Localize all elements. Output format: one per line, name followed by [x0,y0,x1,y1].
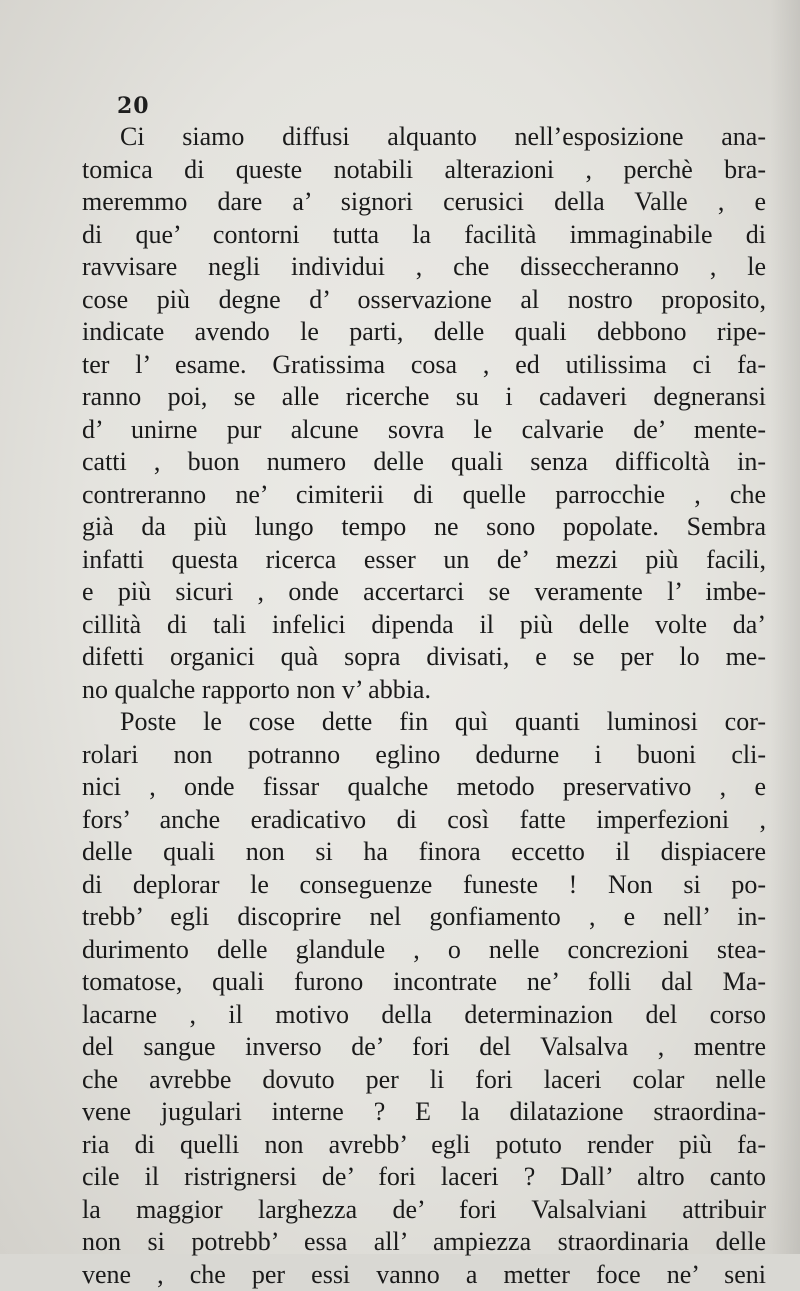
text-line: vene , che per essi vanno a metter foce ne’ seni [82,1259,766,1291]
text-line: ter l’ esame. Gratissima cosa , ed utilissima ci fa- [82,349,766,382]
text-line: di que’ contorni tutta la facilità immaginabile di [82,219,766,252]
text-line: catti , buon numero delle quali senza difficoltà in- [82,446,766,479]
text-line: cose più degne d’ osservazione al nostro proposito, [82,284,766,317]
text-line: contreranno ne’ cimiterii di quelle parrocchie , che [82,479,766,512]
page-edge-shadow [770,0,800,1254]
text-line: di deplorar le conseguenze funeste ! Non si po- [82,869,766,902]
text-line: Poste le cose dette fin quì quanti luminosi cor- [82,706,766,739]
page-number: 20 [117,93,150,119]
text-line: fors’ anche eradicativo di così fatte imperfezioni , [82,804,766,837]
text-line: ravvisare negli individui , che disseccheranno , le [82,251,766,284]
text-line: e più sicuri , onde accertarci se veramente l’ imbe- [82,576,766,609]
text-line: vene jugulari interne ? E la dilatazione straordina- [82,1096,766,1129]
text-line: del sangue inverso de’ fori del Valsalva , mentre [82,1031,766,1064]
text-line: trebb’ egli discoprire nel gonfiamento , e nell’ in- [82,901,766,934]
text-line: no qualche rapporto non v’ abbia. [82,674,766,707]
text-line: ranno poi, se alle ricerche su i cadaveri degneransi [82,381,766,414]
text-line: nici , onde fissar qualche metodo preservativo , e [82,771,766,804]
text-line: lacarne , il motivo della determinazion del corso [82,999,766,1032]
text-line: Ci siamo diffusi alquanto nell’esposizione ana- [82,121,766,154]
text-line: cillità di tali infelici dipenda il più delle volte da’ [82,609,766,642]
text-line: la maggior larghezza de’ fori Valsalviani attribuir [82,1194,766,1227]
text-line: meremmo dare a’ signori cerusici della Valle , e [82,186,766,219]
text-line: durimento delle glandule , o nelle concrezioni stea- [82,934,766,967]
text-line: infatti questa ricerca esser un de’ mezzi più facili, [82,544,766,577]
text-line: cile il ristrignersi de’ fori laceri ? Dall’ altro canto [82,1161,766,1194]
text-line: delle quali non si ha finora eccetto il dispiacere [82,836,766,869]
text-line: ria di quelli non avrebb’ egli potuto render più fa- [82,1129,766,1162]
text-line: difetti organici quà sopra divisati, e se per lo me- [82,641,766,674]
text-line: che avrebbe dovuto per li fori laceri colar nelle [82,1064,766,1097]
text-line: indicate avendo le parti, delle quali debbono ripe- [82,316,766,349]
text-line: rolari non potranno eglino dedurne i buoni cli- [82,739,766,772]
body-text [82,121,766,1291]
text-line: non si potrebb’ essa all’ ampiezza straordinaria delle [82,1226,766,1259]
text-line: tomatose, quali furono incontrate ne’ folli dal Ma- [82,966,766,999]
text-line: già da più lungo tempo ne sono popolate. Sembra [82,511,766,544]
text-line: tomica di queste notabili alterazioni , perchè bra- [82,154,766,187]
text-line: d’ unirne pur alcune sovra le calvarie de’ mente- [82,414,766,447]
